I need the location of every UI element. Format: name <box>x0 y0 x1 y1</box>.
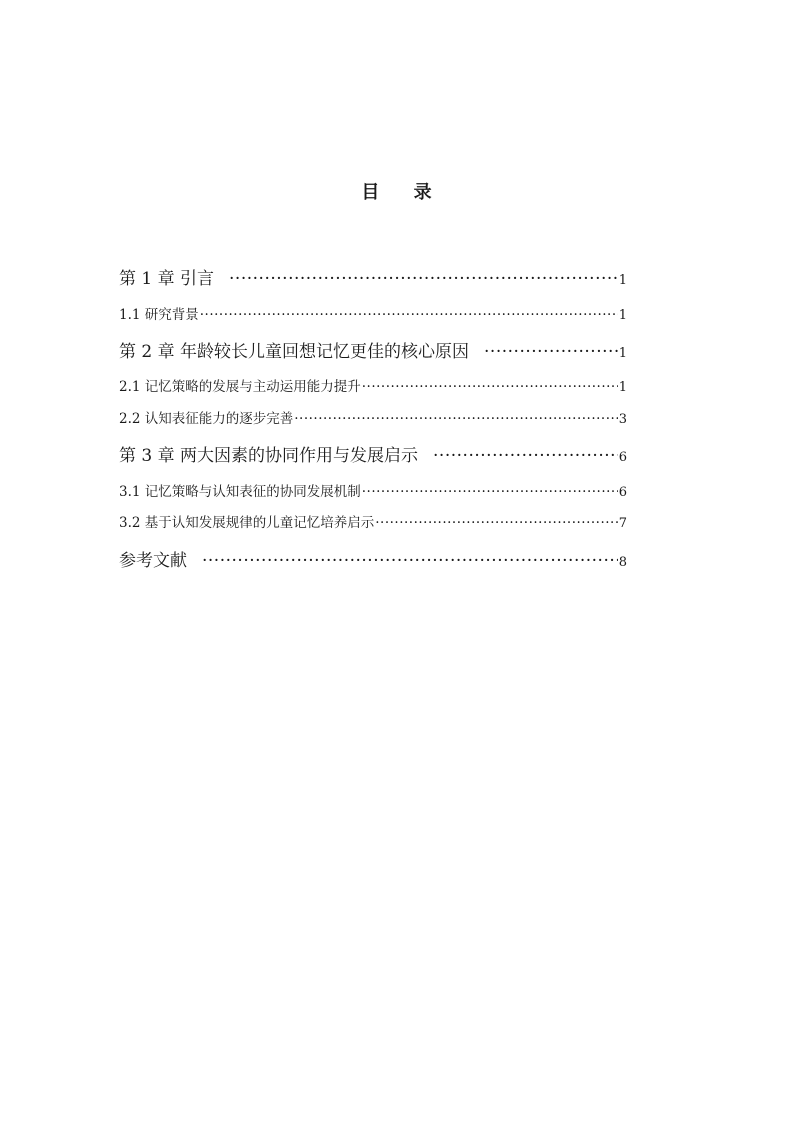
dot-leader <box>202 551 618 571</box>
toc-entry-page: 7 <box>618 516 627 531</box>
toc-entry-label: 第 1 章 引言 <box>119 269 215 289</box>
toc-entry-page: 8 <box>618 555 627 570</box>
dot-leader <box>375 515 617 531</box>
toc-entry-page: 6 <box>618 485 627 500</box>
toc-entry[interactable] <box>119 303 627 323</box>
toc-entry-page: 3 <box>618 412 627 427</box>
toc-entry-label: 第 3 章 两大因素的协同作用与发展启示 <box>119 446 419 466</box>
toc-entry-page: 1 <box>618 346 627 361</box>
toc-entry-label: 参考文献 <box>119 551 187 571</box>
toc-entry-page: 1 <box>618 273 627 288</box>
toc-entry-label: 3.2 基于认知发展规律的儿童记忆培养启示 <box>119 515 375 531</box>
toc-title: 目 录 <box>361 182 446 203</box>
dot-leader <box>484 342 618 362</box>
toc-entry[interactable] <box>119 511 627 531</box>
toc-entry-page: 1 <box>618 308 627 323</box>
dot-leader <box>200 307 618 323</box>
toc-entry[interactable] <box>119 546 627 570</box>
toc-entry[interactable] <box>119 337 627 361</box>
toc-entry-label: 第 2 章 年龄较长儿童回想记忆更佳的核心原因 <box>119 342 470 362</box>
toc-entry-label: 2.1 记忆策略的发展与主动运用能力提升 <box>119 379 361 395</box>
toc-entry[interactable] <box>119 407 627 427</box>
toc-entry-label: 2.2 认知表征能力的逐步完善 <box>119 411 294 427</box>
toc-entry-page: 6 <box>618 450 627 465</box>
toc-entry[interactable] <box>119 264 627 288</box>
toc-entry-label: 1.1 研究背景 <box>119 307 199 323</box>
toc-entry-page: 1 <box>618 380 627 395</box>
dot-leader <box>229 269 618 289</box>
toc-entry-label: 3.1 记忆策略与认知表征的协同发展机制 <box>119 484 361 500</box>
dot-leader <box>294 411 617 427</box>
dot-leader <box>433 446 618 466</box>
toc-entry[interactable] <box>119 441 627 465</box>
dot-leader <box>362 379 618 395</box>
toc-entry[interactable] <box>119 480 627 500</box>
dot-leader <box>362 484 618 500</box>
toc-entry[interactable] <box>119 375 627 395</box>
